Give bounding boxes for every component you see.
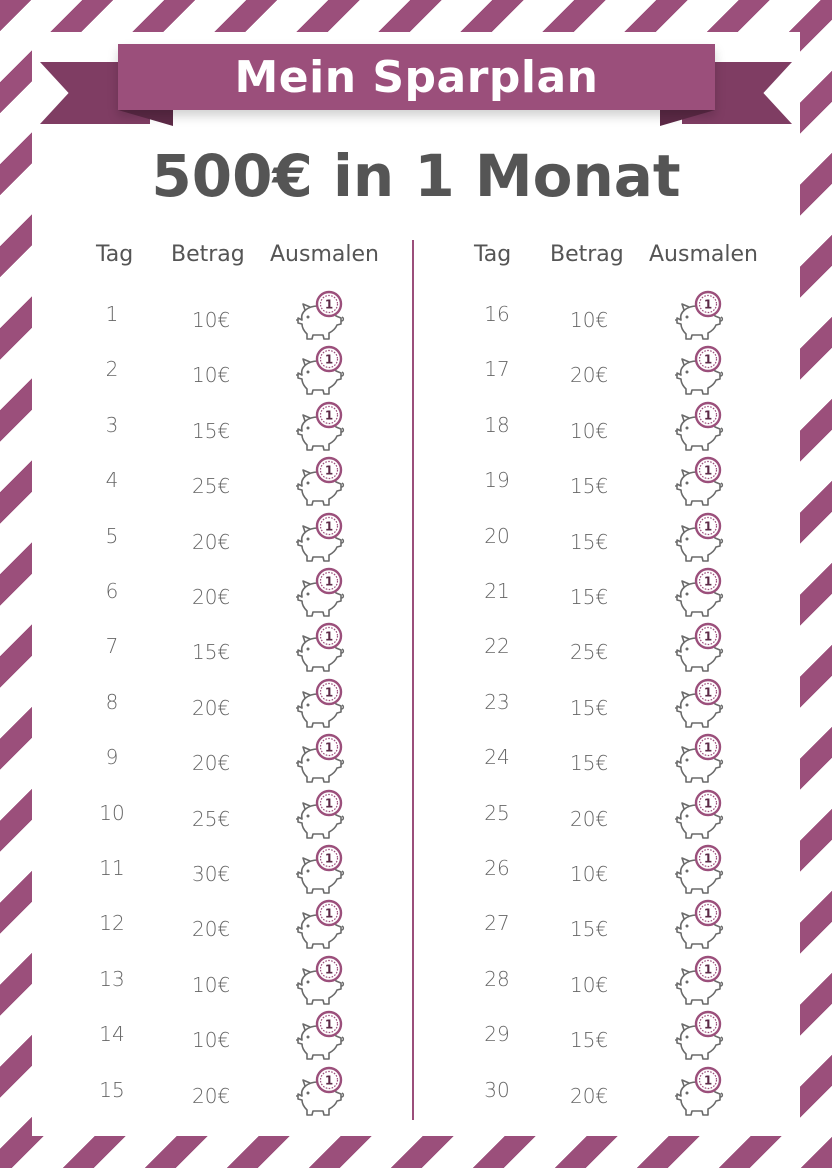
piggy-bank-coin-icon: [294, 290, 346, 342]
coin-label: 1: [324, 463, 334, 478]
coin-label: 1: [324, 1073, 334, 1088]
day-number: 21: [484, 579, 510, 603]
amount: 10€: [192, 1028, 231, 1053]
page-title: Mein Sparplan: [234, 51, 599, 103]
day-number: 16: [484, 302, 510, 326]
coin-label: 1: [324, 685, 334, 700]
amount: 15€: [570, 1028, 609, 1053]
amount: 20€: [570, 363, 609, 388]
piggy-bank-coin-icon: [294, 844, 346, 896]
day-number: 15: [99, 1077, 125, 1102]
amount: 10€: [570, 308, 609, 332]
piggy-bank-coin-icon: [673, 401, 725, 453]
coin-label: 1: [703, 574, 713, 589]
coin-label: 1: [703, 962, 713, 977]
piggy-bank-coin-icon: [294, 789, 346, 841]
day-number: 4: [105, 468, 119, 493]
coin-label: 1: [703, 408, 713, 423]
coin-label: 1: [324, 352, 334, 367]
piggy-bank-coin-icon: [673, 512, 725, 564]
amount: 15€: [570, 917, 609, 942]
piggy-bank-coin-icon: [294, 567, 346, 619]
piggy-bank-coin-icon: [673, 955, 725, 1007]
day-number: 2: [105, 357, 119, 382]
amount: 10€: [192, 308, 231, 332]
day-number: 19: [484, 468, 510, 493]
day-number: 25: [484, 800, 510, 825]
piggy-bank-coin-icon: [294, 733, 346, 785]
piggy-bank-coin-icon: [294, 345, 346, 397]
day-number: 26: [484, 856, 510, 880]
day-number: 14: [99, 1022, 125, 1047]
coin-label: 1: [324, 740, 334, 755]
amount: 10€: [570, 972, 609, 997]
coin-label: 1: [703, 851, 713, 866]
day-number: 27: [484, 911, 510, 936]
coin-label: 1: [703, 519, 713, 534]
coin-label: 1: [324, 574, 334, 589]
day-number: 29: [484, 1022, 510, 1047]
day-number: 3: [105, 412, 119, 437]
amount: 25€: [192, 806, 231, 831]
amount: 15€: [570, 585, 609, 609]
coin-label: 1: [703, 629, 713, 644]
day-number: 20: [484, 523, 510, 548]
amount: 15€: [570, 751, 609, 776]
page-subtitle: 500€ in 1 Monat: [151, 142, 681, 210]
amount: 15€: [570, 529, 609, 554]
column-divider: [412, 240, 414, 1120]
header-betrag-left: Betrag: [171, 242, 245, 267]
amount: 10€: [570, 862, 609, 886]
header-betrag-right: Betrag: [550, 242, 624, 267]
day-number: 18: [484, 412, 510, 437]
coin-label: 1: [324, 962, 334, 977]
piggy-bank-coin-icon: [294, 899, 346, 951]
piggy-bank-coin-icon: [294, 1066, 346, 1118]
amount: 20€: [192, 585, 231, 609]
day-number: 9: [105, 745, 119, 770]
amount: 15€: [570, 695, 609, 720]
piggy-bank-coin-icon: [294, 678, 346, 730]
amount: 15€: [570, 474, 609, 499]
piggy-bank-coin-icon: [673, 789, 725, 841]
coin-label: 1: [703, 740, 713, 755]
coin-label: 1: [703, 1073, 713, 1088]
coin-label: 1: [324, 796, 334, 811]
day-number: 28: [484, 966, 510, 991]
amount: 10€: [192, 972, 231, 997]
amount: 20€: [570, 806, 609, 831]
coin-label: 1: [703, 463, 713, 478]
amount: 30€: [192, 862, 231, 886]
coin-label: 1: [324, 408, 334, 423]
piggy-bank-coin-icon: [673, 1010, 725, 1062]
amount: 15€: [192, 418, 231, 443]
amount: 20€: [192, 751, 231, 776]
piggy-bank-coin-icon: [673, 622, 725, 674]
amount: 10€: [192, 363, 231, 388]
day-number: 10: [99, 800, 125, 825]
coin-label: 1: [703, 796, 713, 811]
piggy-bank-coin-icon: [294, 955, 346, 1007]
coin-label: 1: [703, 906, 713, 921]
day-number: 30: [484, 1077, 510, 1102]
coin-label: 1: [703, 1017, 713, 1032]
coin-label: 1: [324, 1017, 334, 1032]
header-ausmalen-right: Ausmalen: [649, 242, 758, 267]
amount: 20€: [570, 1083, 609, 1108]
amount: 20€: [192, 917, 231, 942]
header-tag-right: Tag: [474, 242, 512, 267]
piggy-bank-coin-icon: [294, 401, 346, 453]
piggy-bank-coin-icon: [673, 899, 725, 951]
coin-label: 1: [324, 297, 334, 312]
coin-label: 1: [324, 519, 334, 534]
piggy-bank-coin-icon: [673, 1066, 725, 1118]
day-number: 22: [484, 634, 510, 659]
coin-label: 1: [703, 297, 713, 312]
day-number: 5: [105, 523, 119, 548]
piggy-bank-coin-icon: [673, 733, 725, 785]
coin-label: 1: [324, 906, 334, 921]
coin-label: 1: [703, 685, 713, 700]
day-number: 13: [99, 966, 125, 991]
day-number: 23: [484, 689, 510, 714]
piggy-bank-coin-icon: [673, 456, 725, 508]
coin-label: 1: [703, 352, 713, 367]
piggy-bank-coin-icon: [294, 622, 346, 674]
day-number: 12: [99, 911, 125, 936]
amount: 15€: [192, 640, 231, 665]
piggy-bank-coin-icon: [673, 345, 725, 397]
piggy-bank-coin-icon: [673, 678, 725, 730]
day-number: 1: [105, 302, 119, 326]
amount: 20€: [192, 1083, 231, 1108]
header-tag-left: Tag: [96, 242, 134, 267]
day-number: 11: [99, 856, 125, 880]
amount: 25€: [570, 640, 609, 665]
day-number: 8: [105, 689, 119, 714]
day-number: 7: [105, 634, 119, 659]
amount: 25€: [192, 474, 231, 499]
amount: 20€: [192, 529, 231, 554]
title-ribbon: [118, 44, 715, 110]
coin-label: 1: [324, 851, 334, 866]
day-number: 24: [484, 745, 510, 770]
piggy-bank-coin-icon: [673, 567, 725, 619]
header-ausmalen-left: Ausmalen: [270, 242, 379, 267]
amount: 10€: [570, 418, 609, 443]
piggy-bank-coin-icon: [673, 844, 725, 896]
piggy-bank-coin-icon: [294, 456, 346, 508]
piggy-bank-coin-icon: [673, 290, 725, 342]
day-number: 6: [105, 579, 119, 603]
piggy-bank-coin-icon: [294, 1010, 346, 1062]
piggy-bank-coin-icon: [294, 512, 346, 564]
day-number: 17: [484, 357, 510, 382]
amount: 20€: [192, 695, 231, 720]
coin-label: 1: [324, 629, 334, 644]
